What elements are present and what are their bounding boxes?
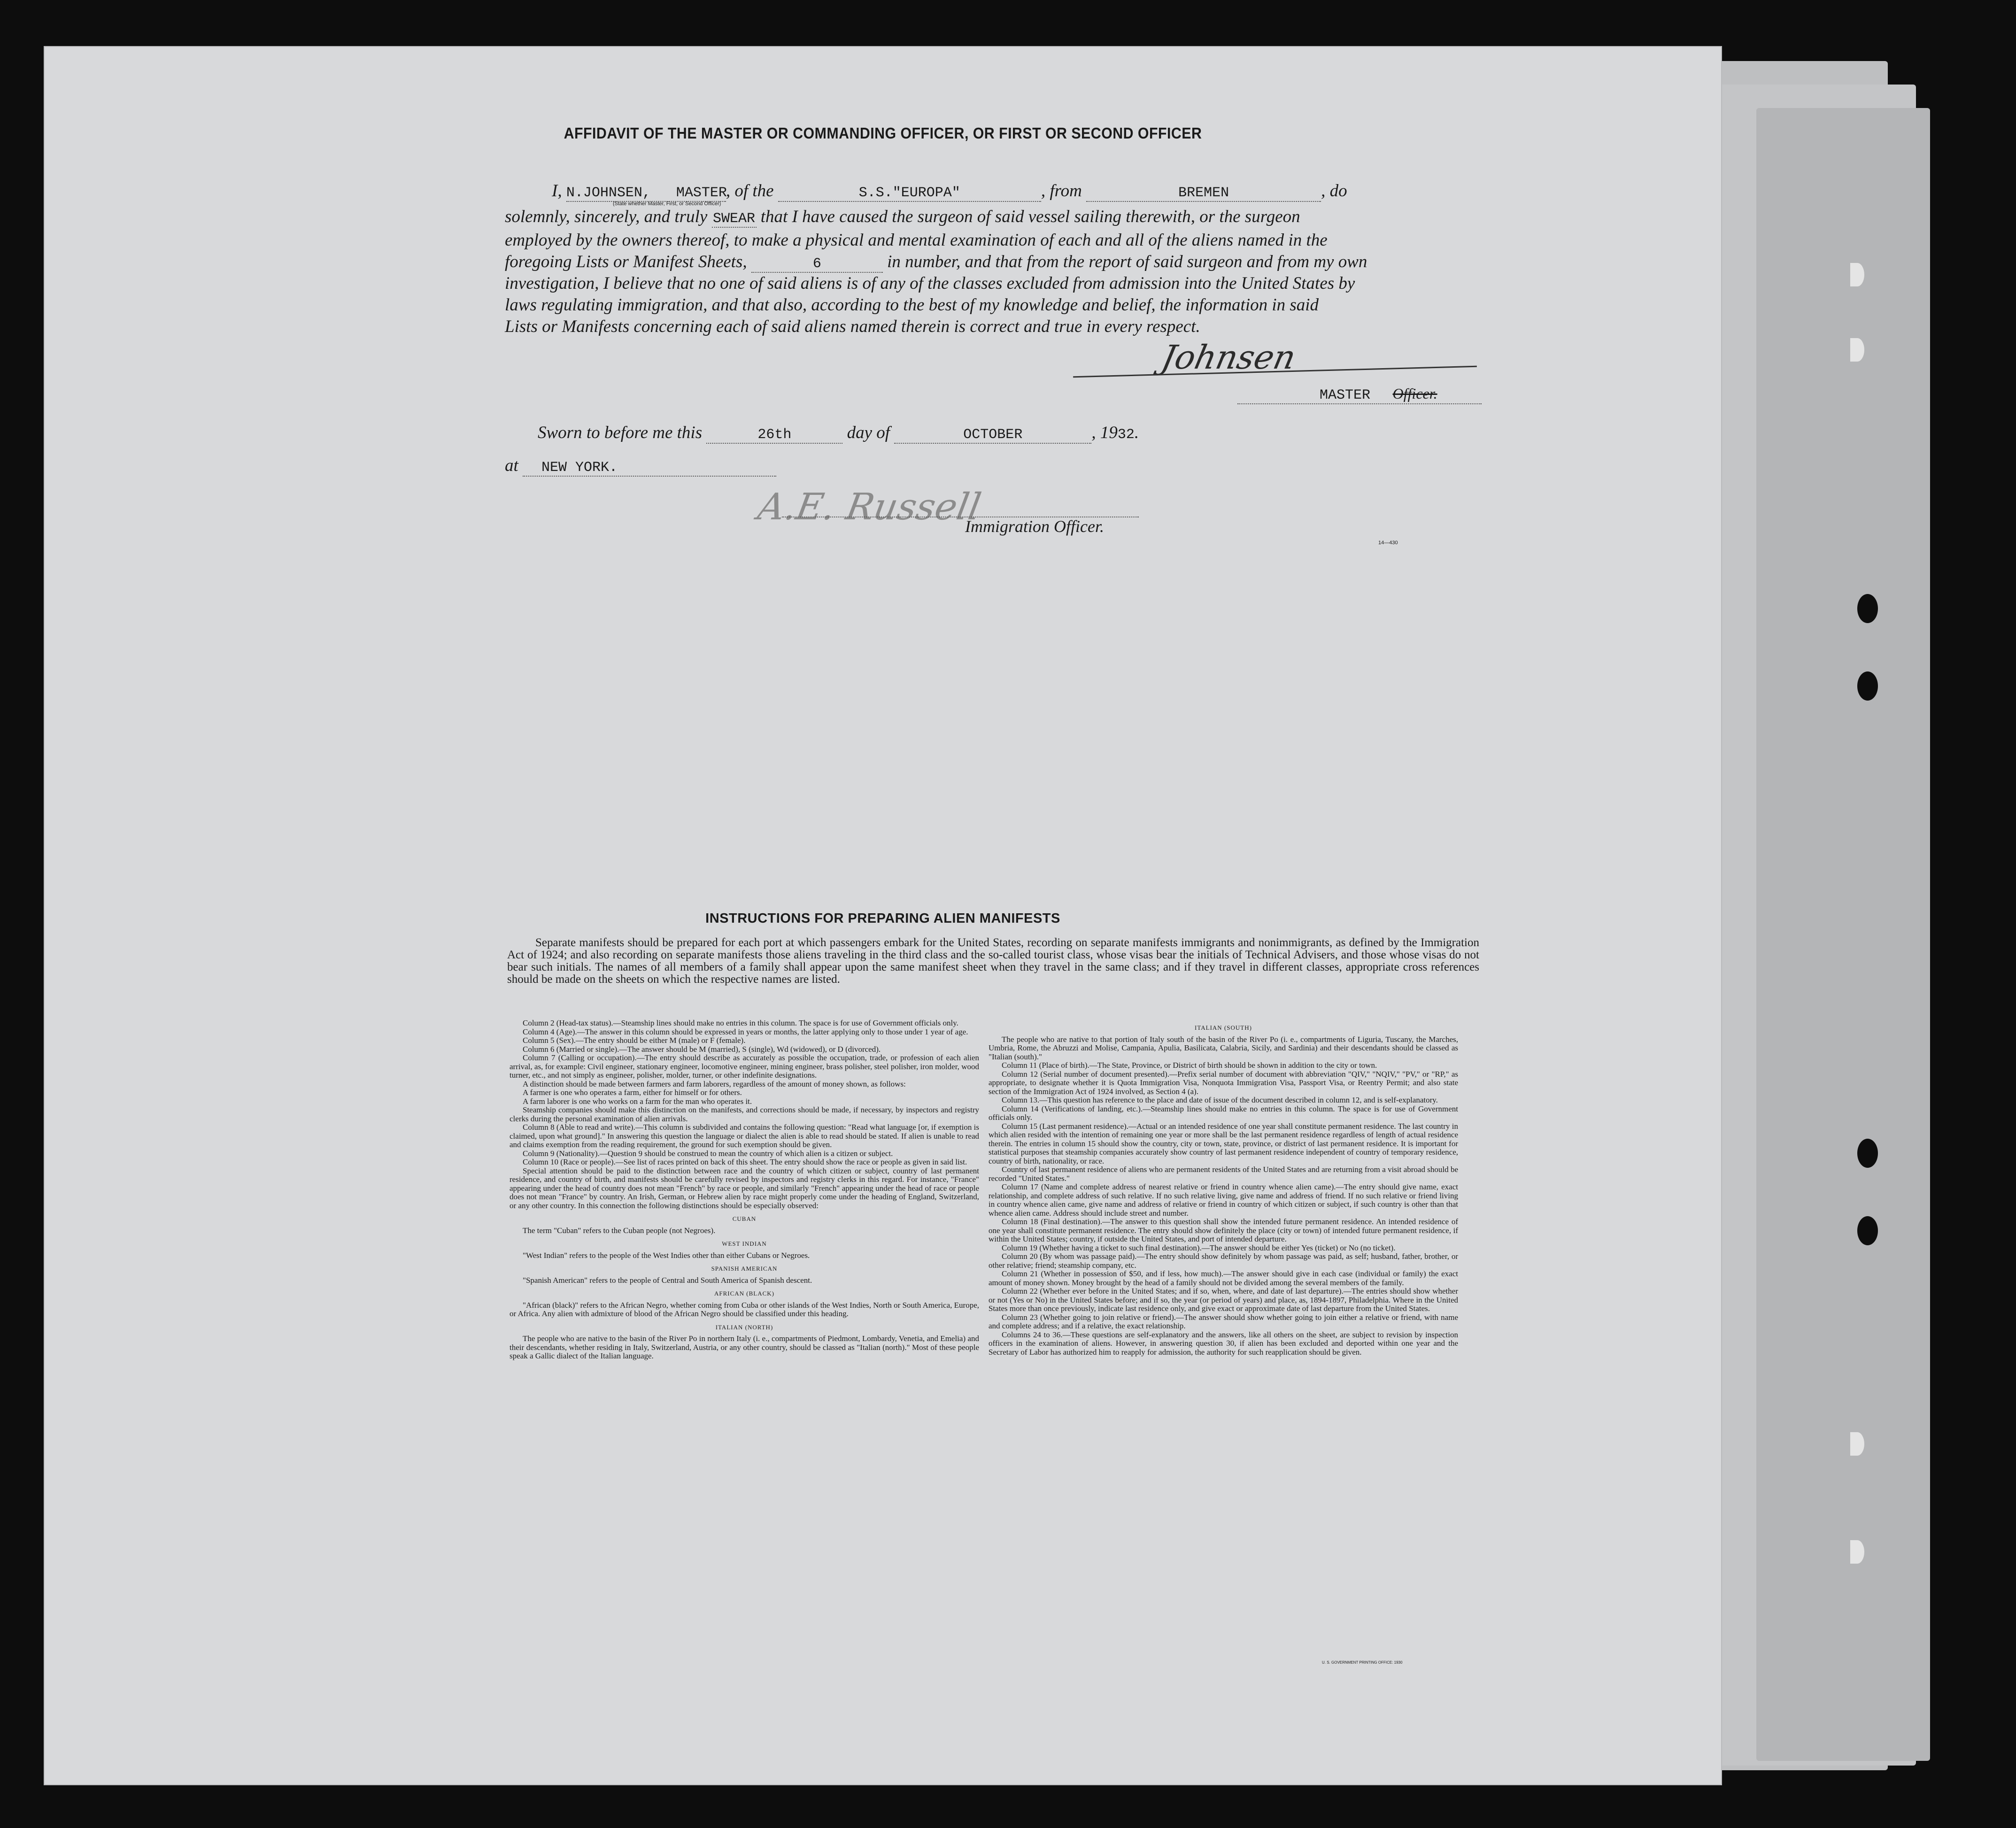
- text-period: .: [1134, 423, 1139, 442]
- instructions-left-column: [510, 1019, 979, 1361]
- officer-label: Officer.: [1392, 385, 1437, 402]
- punch-hole-2: [1850, 338, 1864, 362]
- sworn-day: 26th: [706, 427, 842, 444]
- instructions-right-column: [989, 1019, 1458, 1357]
- heading-cuban: CUBAN: [732, 1215, 757, 1222]
- para: Steamship companies should make this distinction on the manifests, and corrections should be made, if necessary, by inspectors and registry clerks during the personal examination of alien arrivals.: [510, 1105, 979, 1123]
- para: Columns 24 to 36.—These questions are self-explanatory and the answers, like all others on the sheet, are subject to revision by inspection officers in the examination of aliens. However, in answering question 30, if alien has been excluded and deported within one year and the Secretary of Labor has authorized him to reapply for admission, the authority for such reapplication should be given.: [989, 1330, 1458, 1357]
- sworn-year: 32: [1117, 427, 1135, 443]
- para: The people who are native to that portion of Italy south of the basin of the River Po (i. e., compartments of Liguria, Tuscany, the Marches, Umbria, Rome, the Abruzzi and Molise, Campania, Apulia, Basilicata, Calabria, Sicily, and Sardinia) and their descendants should be classed as "Italian (south).": [989, 1034, 1458, 1061]
- para: Column 12 (Serial number of document presented).—Prefix serial number of document with abbreviation "QIV," "NQIV," "PV," or "RP," as appropriate, to designate whether it is Quota Immigration Visa, Nonquota Immigration Visa, Passport Visa, or Reentry Permit; and also state section of the Immigration Act of 1924 involved, as Section 4 (a).: [989, 1069, 1458, 1096]
- heading-italian-north: ITALIAN (NORTH): [715, 1323, 773, 1331]
- para: A farmer is one who operates a farm, either for himself or for others.: [523, 1088, 742, 1097]
- text-from: , from: [1041, 181, 1082, 201]
- affidavit-line-2: [505, 207, 1300, 228]
- para: Column 4 (Age).—The answer in this column should be expressed in years or months, the latter applying only to those under 1 year of age.: [523, 1027, 968, 1036]
- para: Column 9 (Nationality).—Question 9 should be construed to mean the country of which alien is a citizen or subject.: [523, 1149, 893, 1158]
- text-day-of: day of: [847, 423, 890, 442]
- officer-title-field: [1237, 385, 1482, 404]
- affidavit-line-6: laws regulating immigration, and that also, according to the best of my knowledge and belief, the information in said: [505, 295, 1319, 315]
- para: Column 5 (Sex).—The entry should be either M (male) or F (female).: [523, 1036, 746, 1045]
- master-signature: Johnsen: [1158, 338, 1299, 377]
- para: Column 6 (Married or single).—The answer should be M (married), S (single), Wd (widowed), or D (divorced).: [523, 1044, 881, 1054]
- para: Column 13.—This question has reference to the place and date of issue of the document described in column 12, and is self-explanatory.: [1002, 1095, 1438, 1104]
- instructions-title: INSTRUCTIONS FOR PREPARING ALIEN MANIFESTS: [705, 911, 1060, 926]
- para: Column 10 (Race or people).—See list of races printed on back of this sheet. The entry should show the race or people as given in said list.: [523, 1157, 967, 1166]
- back-sheet-3: [1756, 108, 1930, 1761]
- heading-spanish-american: SPANISH AMERICAN: [711, 1265, 778, 1272]
- text-foregoing: foregoing Lists or Manifest Sheets,: [505, 252, 747, 271]
- para: Column 7 (Calling or occupation).—The entry should describe as accurately as possible the occupation, trade, or profession of each alien arrival, as, for example: Civil engineer, stationary engineer, locomotive engineer, mining engineer, brass polisher, steel polisher, iron molder, wood turner, etc., and not simply as engineer, polisher, molder, turner, or other indefinite designations.: [510, 1053, 979, 1080]
- sworn-line: [538, 423, 1139, 444]
- para: "African (black)" refers to the African Negro, whether coming from Cuba or other islands of the West Indies, North or South America, Europe, or Africa. Any alien with admixture of blood of the African Negro should be classified under this heading.: [510, 1300, 979, 1318]
- oath-type: SWEAR: [712, 211, 757, 228]
- master-rank: MASTER: [676, 185, 727, 201]
- para: Column 23 (Whether going to join relative or friend).—The answer should show whether going to join either a relative or friend, with name and complete address; and if a relative, the exact relationship.: [989, 1312, 1458, 1330]
- punch-hole-1: [1850, 263, 1864, 286]
- instructions-intro: Separate manifests should be prepared for each port at which passengers embark for the United States, recording on separate manifests immigrants and nonimmigrants, as defined by the Immigration Act of 1924; and also recording on separate manifests those aliens traveling in the third class and the so-called tourist class, whose visas bear the initials of Technical Advisers, and those whose visas do not bear such initials. The names of all members of a family shall appear upon the same manifest sheet when they travel in the same class; and if they travel in different classes, appropriate cross references should be made on the sheets on which the respective names are listed.: [507, 936, 1479, 986]
- form-number: 14—430: [1378, 540, 1398, 546]
- affidavit-line-3: employed by the owners thereof, to make a physical and mental examination of each and all of the aliens named in the: [505, 231, 1328, 250]
- para: "Spanish American" refers to the people of Central and South America of Spanish descent.: [523, 1275, 812, 1285]
- para: "West Indian" refers to the people of the West Indies other than either Cubans or Negroes.: [523, 1250, 810, 1260]
- text-at: at: [505, 456, 518, 475]
- para: Column 2 (Head-tax status).—Steamship lines should make no entries in this column. The space is for use of Government officials only.: [523, 1018, 958, 1027]
- affidavit-line-1: [552, 181, 1347, 202]
- para: Column 15 (Last permanent residence).—Actual or an intended residence of one year shall constitute permanent residence. The last country in which alien resided with the intention of remaining one year or more shall be the last permanent residence regardless of length of actual residence therein. The entries in column 15 should show the country, city or town, state, province, or district of last permanent residence. It is important for statistical purposes that steamship companies accurately show country of last permanent residence independent of country of temporary residence, country of birth, nationality, or race.: [989, 1121, 1458, 1165]
- departure-port: BREMEN: [1086, 185, 1321, 202]
- text-solemnly: solemnly, sincerely, and truly: [505, 207, 708, 226]
- text-of-the: , of the: [726, 181, 774, 201]
- para: A farm laborer is one who works on a farm for the man who operates it.: [523, 1096, 752, 1106]
- text-do: , do: [1321, 181, 1347, 201]
- text-i: I,: [552, 181, 562, 201]
- punch-hole-7: [1850, 1432, 1864, 1456]
- immigration-officer-signature: A.E. Russell: [755, 486, 984, 528]
- affidavit-line-4: [505, 252, 1367, 273]
- para: Column 22 (Whether ever before in the United States; and if so, when, where, and date of last departure).—The entries should show whether or not (Yes or No) in the United States before; and if so, the year (or period of years) and place, as, 1894-1897, Philadelphia. Where in the United States more than once previously, indicate last residence only, and give exact or approximate date of last departure from the United States.: [989, 1287, 1458, 1313]
- sheet-count: 6: [751, 256, 883, 273]
- heading-african: AFRICAN (BLACK): [714, 1290, 775, 1297]
- rank-note: (State whether Master, First, or Second Officer): [613, 201, 721, 207]
- printer-note: U. S. GOVERNMENT PRINTING OFFICE: 1930: [1322, 1660, 1403, 1665]
- punch-hole-5: [1857, 1139, 1878, 1168]
- punch-hole-4: [1857, 671, 1878, 701]
- para: Country of last permanent residence of aliens who are permanent residents of the United States and are returning from a visit abroad should be recorded "United States.": [989, 1165, 1458, 1183]
- para: A distinction should be made between farmers and farm laborers, regardless of the amount of money shown, as follows:: [523, 1079, 906, 1088]
- para: The term "Cuban" refers to the Cuban people (not Negroes).: [523, 1226, 716, 1235]
- sworn-month: OCTOBER: [894, 427, 1091, 444]
- immigration-officer-label: Immigration Officer.: [965, 517, 1104, 536]
- text-sworn: Sworn to before me this: [538, 423, 703, 442]
- punch-hole-8: [1850, 1540, 1864, 1564]
- text-year-prefix: , 19: [1091, 423, 1118, 442]
- para: Column 21 (Whether in possession of $50, and if less, how much).—The answer should give in each case (individual or family) the exact amount of money shown. Money brought by the head of a family should not be divided among the several members of the family.: [989, 1269, 1458, 1287]
- para: Column 19 (Whether having a ticket to such final destination).—The answer should be either Yes (ticket) or No (no ticket).: [1002, 1243, 1396, 1252]
- para: Special attention should be paid to the distinction between race and the country of which citizen or subject, country of last permanent residence, and country of birth, and manifests should be carefully revised by inspectors and registry clerks in this regard. For instance, "France" appearing under the head of country does not mean "French" by race or people, and similarly "French" appearing under the head of race or people does not mean "France" by country. An Irish, German, or Hebrew alien by race might properly come under the heading of England, Switzerland, or any other country. In this connection the following distinctions should be especially observed:: [510, 1166, 979, 1210]
- para: Column 18 (Final destination).—The answer to this question shall show the intended future permanent residence. An intended residence of one year shall constitute permanent residence. The entry should show definitely the place (city or town) of intended future permanent residence, if within the United States; country, if outside the United States, and port of intended departure.: [989, 1217, 1458, 1243]
- affidavit-line-5: investigation, I believe that no one of said aliens is of any of the classes excluded from admission into the United States by: [505, 274, 1355, 293]
- ship-name: S.S."EUROPA": [778, 185, 1041, 202]
- punch-hole-3: [1857, 594, 1878, 623]
- para: Column 11 (Place of birth).—The State, Province, or District of birth should be shown in addition to the city or town.: [1002, 1061, 1377, 1070]
- at-line: [505, 455, 776, 477]
- para: Column 20 (By whom was passage paid).—The entry should show definitely by whom passage was paid, as self; husband, father, brother, or other relative; friend; steamship company, etc.: [989, 1252, 1458, 1270]
- document-page: [45, 47, 1721, 1784]
- sworn-place: NEW YORK.: [523, 460, 776, 477]
- master-name-field: [566, 185, 726, 202]
- heading-italian-south: ITALIAN (SOUTH): [1195, 1024, 1252, 1031]
- master-label: MASTER: [1320, 387, 1371, 403]
- text-surgeon: that I have caused the surgeon of said vessel sailing therewith, or the surgeon: [760, 207, 1300, 226]
- text-in-number: in number, and that from the report of said surgeon and from my own: [887, 252, 1367, 271]
- heading-west-indian: WEST INDIAN: [722, 1240, 767, 1247]
- para: Column 17 (Name and complete address of nearest relative or friend in country whence alien came).—The entry should give name, exact relationship, and complete address of such relative. If no such relative living, give name and address of friend. If no such relative or friend living in country whence alien came, give name and address of relative or friend in country of which citizen or subject, if such country is other than that whence alien came. Address should include street and number.: [989, 1182, 1458, 1218]
- para: Column 8 (Able to read and write).—This column is subdivided and contains the following question: "Read what language [or, if exemption is claimed, upon what ground]." In answering this question the language or dialect the alien is able to read should be stated. If alien is unable to read and claims exemption from the reading requirement, the ground for such exemption should be given.: [510, 1123, 979, 1149]
- affidavit-title: AFFIDAVIT OF THE MASTER OR COMMANDING OFFICER, OR FIRST OR SECOND OFFICER: [564, 124, 1202, 142]
- para: The people who are native to the basin of the River Po in northern Italy (i. e., compartments of Piedmont, Lombardy, Venetia, and Emelia) and their descendants, whether residing in Italy, Switzerland, Austria, or any other country, should be classed as "Italian (north)." Most of these people speak a Gallic dialect of the Italian language.: [510, 1334, 979, 1360]
- affidavit-line-7: Lists or Manifests concerning each of said aliens named therein is correct and true in every respect.: [505, 317, 1200, 336]
- punch-hole-6: [1857, 1216, 1878, 1245]
- master-name: N.JOHNSEN,: [566, 185, 651, 201]
- para: Column 14 (Verifications of landing, etc.).—Steamship lines should make no entries in this column. The space is for use of Government officials only.: [989, 1104, 1458, 1122]
